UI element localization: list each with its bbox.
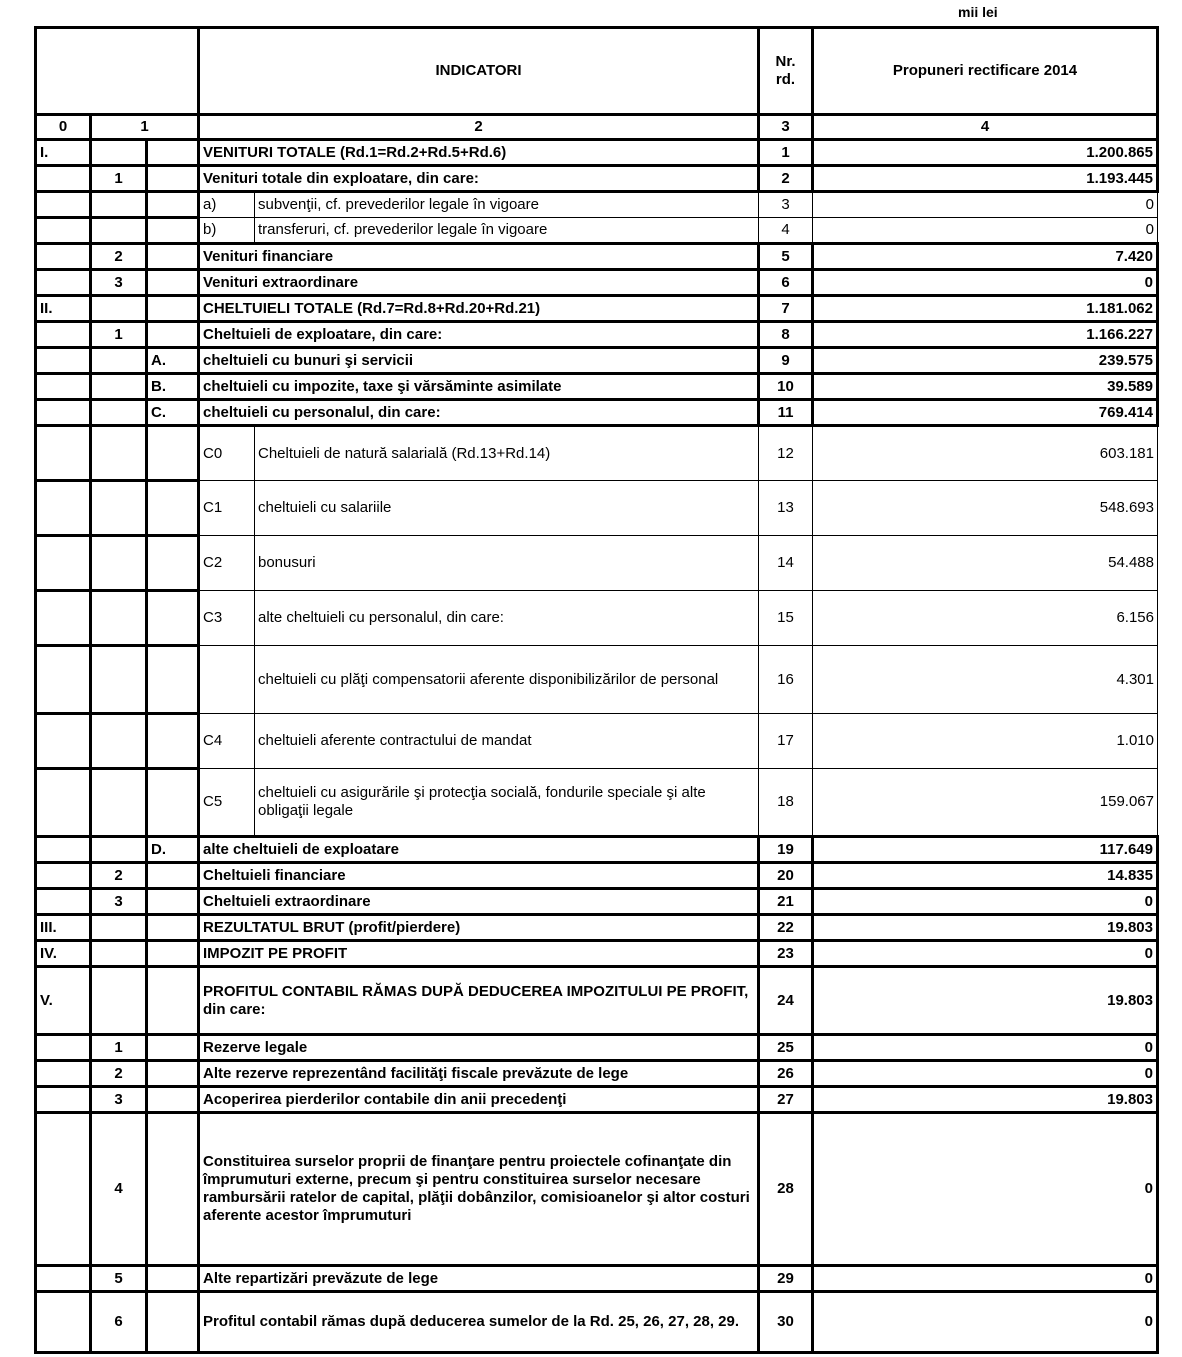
value-cell: 7.420 [813, 244, 1158, 270]
section-number-cell: 2 [91, 244, 147, 270]
indicator-label: Alte repartizări prevăzute de lege [199, 1266, 759, 1292]
section-roman-cell [36, 536, 91, 591]
category-letter-cell [147, 646, 199, 714]
value-cell: 0 [813, 1035, 1158, 1061]
indicator-label: Venituri financiare [199, 244, 759, 270]
section-number-cell [91, 218, 147, 244]
section-roman-cell [36, 837, 91, 863]
indicator-label: REZULTATUL BRUT (profit/pierdere) [199, 915, 759, 941]
section-roman-cell [36, 714, 91, 769]
table-row [36, 863, 1158, 889]
section-roman-cell [36, 769, 91, 837]
indicator-label: Venituri extraordinare [199, 270, 759, 296]
category-letter-cell [147, 941, 199, 967]
indicator-label: Acoperirea pierderilor contabile din anii precedenţi [199, 1087, 759, 1113]
table-row [36, 1087, 1158, 1113]
section-number-cell: 4 [91, 1113, 147, 1266]
row-number-cell: 25 [759, 1035, 813, 1061]
category-letter-cell: B. [147, 374, 199, 400]
row-number-cell: 20 [759, 863, 813, 889]
indicator-label: Rezerve legale [199, 1035, 759, 1061]
row-number-cell: 18 [759, 769, 813, 837]
section-roman-cell [36, 1061, 91, 1087]
section-roman-cell: II. [36, 296, 91, 322]
table-row [36, 400, 1158, 426]
row-number-cell: 22 [759, 915, 813, 941]
table-row [36, 536, 1158, 591]
sub-code-cell: C4 [199, 714, 255, 769]
indicator-label: alte cheltuieli de exploatare [199, 837, 759, 863]
category-letter-cell [147, 1061, 199, 1087]
value-cell: 769.414 [813, 400, 1158, 426]
row-number-cell: 24 [759, 967, 813, 1035]
row-number-cell: 4 [759, 218, 813, 244]
section-number-cell [91, 296, 147, 322]
section-roman-cell [36, 192, 91, 218]
indicator-label: VENITURI TOTALE (Rd.1=Rd.2+Rd.5+Rd.6) [199, 140, 759, 166]
section-roman-cell: I. [36, 140, 91, 166]
table-row [36, 481, 1158, 536]
category-letter-cell [147, 218, 199, 244]
value-cell: 548.693 [813, 481, 1158, 536]
category-letter-cell [147, 296, 199, 322]
value-cell: 39.589 [813, 374, 1158, 400]
category-letter-cell [147, 192, 199, 218]
section-number-cell [91, 837, 147, 863]
table-row [36, 769, 1158, 837]
category-letter-cell: A. [147, 348, 199, 374]
value-cell: 0 [813, 1061, 1158, 1087]
table-row [36, 941, 1158, 967]
row-number-cell: 23 [759, 941, 813, 967]
unit-label: mii lei [958, 4, 998, 20]
budget-indicators-table [34, 26, 1159, 1354]
section-number-cell: 5 [91, 1266, 147, 1292]
table-row [36, 1292, 1158, 1353]
value-cell: 19.803 [813, 915, 1158, 941]
table-row [36, 646, 1158, 714]
section-roman-cell [36, 1113, 91, 1266]
row-number-cell: 19 [759, 837, 813, 863]
table-row [36, 915, 1158, 941]
category-letter-cell [147, 1113, 199, 1266]
value-cell: 1.010 [813, 714, 1158, 769]
value-cell: 1.193.445 [813, 166, 1158, 192]
section-roman-cell [36, 244, 91, 270]
section-roman-cell [36, 374, 91, 400]
section-number-cell [91, 140, 147, 166]
section-roman-cell [36, 1087, 91, 1113]
row-number-cell: 17 [759, 714, 813, 769]
section-roman-cell [36, 863, 91, 889]
section-roman-cell [36, 646, 91, 714]
category-letter-cell [147, 140, 199, 166]
category-letter-cell: D. [147, 837, 199, 863]
table-row [36, 374, 1158, 400]
table-row [36, 348, 1158, 374]
category-letter-cell [147, 1087, 199, 1113]
row-number-cell: 16 [759, 646, 813, 714]
value-cell: 1.181.062 [813, 296, 1158, 322]
row-number-cell: 13 [759, 481, 813, 536]
index-2: 2 [199, 115, 759, 140]
header-row [36, 28, 1158, 115]
row-number-cell: 28 [759, 1113, 813, 1266]
table-row [36, 192, 1158, 218]
indicator-label: Profitul contabil rămas după deducerea sumelor de la Rd. 25, 26, 27, 28, 29. [199, 1292, 759, 1353]
category-letter-cell [147, 536, 199, 591]
category-letter-cell [147, 322, 199, 348]
section-roman-cell [36, 1035, 91, 1061]
row-number-cell: 10 [759, 374, 813, 400]
category-letter-cell [147, 1035, 199, 1061]
header-value-column: Propuneri rectificare 2014 [813, 28, 1158, 115]
table-row [36, 1113, 1158, 1266]
section-number-cell [91, 591, 147, 646]
row-number-cell: 29 [759, 1266, 813, 1292]
category-letter-cell [147, 769, 199, 837]
indicator-label: cheltuieli cu salariile [255, 481, 759, 536]
value-cell: 0 [813, 941, 1158, 967]
section-number-cell [91, 941, 147, 967]
section-number-cell [91, 426, 147, 481]
column-index-row [36, 115, 1158, 140]
table-row [36, 967, 1158, 1035]
header-nr-rd [759, 28, 813, 115]
value-cell: 0 [813, 889, 1158, 915]
indicator-label: Cheltuieli extraordinare [199, 889, 759, 915]
section-number-cell: 2 [91, 863, 147, 889]
indicator-label: Constituirea surselor proprii de finanţare pentru proiectele cofinanţate din împrumuturi externe, precum şi pentru constituirea surselor necesare rambursării ratelor de capital, plăţii dobânzilor, comisioanelor şi altor costuri aferente acestor împrumuturi [199, 1113, 759, 1266]
row-number-cell: 8 [759, 322, 813, 348]
row-number-cell: 15 [759, 591, 813, 646]
section-number-cell [91, 646, 147, 714]
indicator-label: CHELTUIELI TOTALE (Rd.7=Rd.8+Rd.20+Rd.21) [199, 296, 759, 322]
sub-code-cell: C5 [199, 769, 255, 837]
section-number-cell: 6 [91, 1292, 147, 1353]
section-roman-cell [36, 1292, 91, 1353]
value-cell: 4.301 [813, 646, 1158, 714]
section-roman-cell [36, 889, 91, 915]
indicator-label: alte cheltuieli cu personalul, din care: [255, 591, 759, 646]
indicator-label: cheltuieli cu plăţi compensatorii aferente disponibilizărilor de personal [255, 646, 759, 714]
row-number-cell: 6 [759, 270, 813, 296]
section-number-cell: 1 [91, 1035, 147, 1061]
category-letter-cell [147, 270, 199, 296]
section-roman-cell [36, 426, 91, 481]
section-roman-cell [36, 591, 91, 646]
table-row [36, 714, 1158, 769]
indicator-label: cheltuieli cu personalul, din care: [199, 400, 759, 426]
value-cell: 6.156 [813, 591, 1158, 646]
table-row [36, 591, 1158, 646]
section-roman-cell: V. [36, 967, 91, 1035]
indicator-label: Cheltuieli de exploatare, din care: [199, 322, 759, 348]
section-number-cell [91, 192, 147, 218]
index-3: 3 [759, 115, 813, 140]
value-cell: 117.649 [813, 837, 1158, 863]
section-roman-cell [36, 1266, 91, 1292]
section-roman-cell [36, 166, 91, 192]
value-cell: 239.575 [813, 348, 1158, 374]
section-number-cell [91, 481, 147, 536]
row-number-cell: 2 [759, 166, 813, 192]
category-letter-cell [147, 166, 199, 192]
category-letter-cell [147, 915, 199, 941]
row-number-cell: 21 [759, 889, 813, 915]
table-row [36, 270, 1158, 296]
indicator-label: cheltuieli cu asigurările şi protecţia socială, fondurile speciale şi alte obligaţii legale [255, 769, 759, 837]
indicator-label: Cheltuieli de natură salarială (Rd.13+Rd.14) [255, 426, 759, 481]
category-letter-cell [147, 863, 199, 889]
category-letter-cell: C. [147, 400, 199, 426]
section-number-cell: 1 [91, 166, 147, 192]
indicator-label: cheltuieli cu impozite, taxe şi vărsăminte asimilate [199, 374, 759, 400]
row-number-cell: 26 [759, 1061, 813, 1087]
table-row [36, 1266, 1158, 1292]
indicator-label: IMPOZIT PE PROFIT [199, 941, 759, 967]
value-cell: 603.181 [813, 426, 1158, 481]
header-nr-rd-label: Nr. rd. [775, 53, 796, 88]
indicator-label: PROFITUL CONTABIL RĂMAS DUPĂ DEDUCEREA IMPOZITULUI PE PROFIT, din care: [199, 967, 759, 1035]
table-row [36, 296, 1158, 322]
section-number-cell: 2 [91, 1061, 147, 1087]
section-roman-cell [36, 481, 91, 536]
section-number-cell [91, 374, 147, 400]
section-number-cell: 3 [91, 889, 147, 915]
section-roman-cell [36, 348, 91, 374]
header-empty-cell [36, 28, 199, 115]
sub-code-cell [199, 646, 255, 714]
indicator-label: subvenţii, cf. prevederilor legale în vigoare [255, 192, 759, 218]
category-letter-cell [147, 889, 199, 915]
table-row [36, 244, 1158, 270]
section-roman-cell [36, 400, 91, 426]
section-roman-cell: III. [36, 915, 91, 941]
value-cell: 0 [813, 270, 1158, 296]
sub-code-cell: b) [199, 218, 255, 244]
value-cell: 19.803 [813, 967, 1158, 1035]
row-number-cell: 14 [759, 536, 813, 591]
row-number-cell: 30 [759, 1292, 813, 1353]
value-cell: 1.166.227 [813, 322, 1158, 348]
indicator-label: transferuri, cf. prevederilor legale în vigoare [255, 218, 759, 244]
section-roman-cell [36, 270, 91, 296]
value-cell: 1.200.865 [813, 140, 1158, 166]
value-cell: 0 [813, 192, 1158, 218]
section-number-cell [91, 536, 147, 591]
table-row [36, 889, 1158, 915]
section-roman-cell [36, 218, 91, 244]
row-number-cell: 7 [759, 296, 813, 322]
category-letter-cell [147, 967, 199, 1035]
section-number-cell [91, 714, 147, 769]
index-0: 0 [36, 115, 91, 140]
section-roman-cell [36, 322, 91, 348]
category-letter-cell [147, 244, 199, 270]
row-number-cell: 5 [759, 244, 813, 270]
category-letter-cell [147, 1266, 199, 1292]
section-number-cell [91, 400, 147, 426]
value-cell: 0 [813, 1113, 1158, 1266]
section-number-cell [91, 348, 147, 374]
indicator-label: Venituri totale din exploatare, din care: [199, 166, 759, 192]
value-cell: 19.803 [813, 1087, 1158, 1113]
row-number-cell: 9 [759, 348, 813, 374]
section-number-cell [91, 769, 147, 837]
value-cell: 0 [813, 1266, 1158, 1292]
index-1: 1 [91, 115, 199, 140]
category-letter-cell [147, 1292, 199, 1353]
table-row [36, 837, 1158, 863]
value-cell: 0 [813, 218, 1158, 244]
indicator-label: cheltuieli cu bunuri şi servicii [199, 348, 759, 374]
section-number-cell [91, 967, 147, 1035]
row-number-cell: 12 [759, 426, 813, 481]
indicator-label: Alte rezerve reprezentând facilităţi fiscale prevăzute de lege [199, 1061, 759, 1087]
value-cell: 0 [813, 1292, 1158, 1353]
value-cell: 54.488 [813, 536, 1158, 591]
sub-code-cell: C1 [199, 481, 255, 536]
indicator-label: Cheltuieli financiare [199, 863, 759, 889]
section-number-cell: 1 [91, 322, 147, 348]
index-4: 4 [813, 115, 1158, 140]
table-row [36, 426, 1158, 481]
category-letter-cell [147, 591, 199, 646]
value-cell: 14.835 [813, 863, 1158, 889]
sub-code-cell: C2 [199, 536, 255, 591]
indicator-label: cheltuieli aferente contractului de mandat [255, 714, 759, 769]
sub-code-cell: C3 [199, 591, 255, 646]
row-number-cell: 27 [759, 1087, 813, 1113]
table-row [36, 218, 1158, 244]
table-row [36, 1035, 1158, 1061]
section-number-cell: 3 [91, 270, 147, 296]
indicator-label: bonusuri [255, 536, 759, 591]
table-row [36, 166, 1158, 192]
row-number-cell: 3 [759, 192, 813, 218]
category-letter-cell [147, 481, 199, 536]
value-cell: 159.067 [813, 769, 1158, 837]
row-number-cell: 1 [759, 140, 813, 166]
header-indicatori: INDICATORI [199, 28, 759, 115]
section-roman-cell: IV. [36, 941, 91, 967]
section-number-cell: 3 [91, 1087, 147, 1113]
category-letter-cell [147, 426, 199, 481]
table-row [36, 322, 1158, 348]
sub-code-cell: C0 [199, 426, 255, 481]
section-number-cell [91, 915, 147, 941]
table-row [36, 1061, 1158, 1087]
sub-code-cell: a) [199, 192, 255, 218]
category-letter-cell [147, 714, 199, 769]
row-number-cell: 11 [759, 400, 813, 426]
table-row [36, 140, 1158, 166]
